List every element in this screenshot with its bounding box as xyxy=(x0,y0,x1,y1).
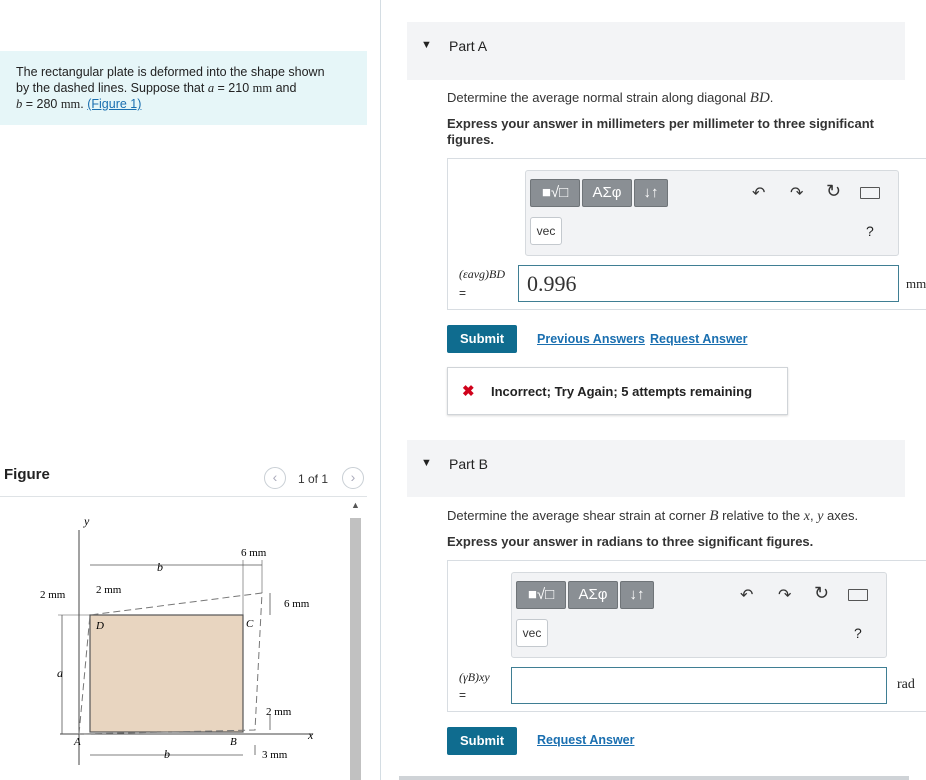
part-b-unit: rad xyxy=(897,677,915,692)
label-6mm-top: 6 mm xyxy=(241,547,267,559)
question-var: BD xyxy=(749,90,770,106)
b-value: = 280 xyxy=(22,97,61,111)
question-end: . xyxy=(769,90,774,105)
keyboard-icon[interactable] xyxy=(848,589,868,601)
undo-icon[interactable]: ↶ xyxy=(752,185,766,202)
figure-scrollbar[interactable] xyxy=(350,518,361,780)
a-value: = 210 xyxy=(214,81,253,95)
sort-button[interactable] xyxy=(620,581,654,609)
greek-button[interactable] xyxy=(582,179,632,207)
var-a: a xyxy=(207,81,215,95)
period: . xyxy=(80,97,88,111)
panel-divider xyxy=(380,0,381,780)
label-D: D xyxy=(96,620,104,632)
part-a-toolbar xyxy=(525,170,899,256)
and-text: and xyxy=(272,81,297,95)
sort-button[interactable] xyxy=(634,179,668,207)
label-2mm-inner: 2 mm xyxy=(96,584,122,596)
incorrect-icon: ✖ xyxy=(462,383,475,400)
sort-icon: ↓↑ xyxy=(629,586,645,603)
answer-label-text: (γB)xy xyxy=(459,670,490,684)
templates-icon: ■√□ xyxy=(541,184,569,201)
question-var-y: y xyxy=(817,509,824,524)
answer-value: 0.996 xyxy=(527,271,577,296)
b-unit: mm xyxy=(60,97,81,111)
question-var-x: x xyxy=(803,509,810,524)
templates-button[interactable] xyxy=(516,581,566,609)
horizontal-scrollbar[interactable] xyxy=(399,776,909,780)
redo-icon[interactable]: ↷ xyxy=(790,185,804,202)
part-b-label: Part B xyxy=(449,456,488,472)
problem-statement xyxy=(0,51,367,125)
part-a-request-answer-link[interactable]: Request Answer xyxy=(650,332,748,346)
label-b-top: b xyxy=(157,560,163,574)
caret-down-icon: ▼ xyxy=(421,39,432,51)
equals-sign: = xyxy=(459,688,467,702)
previous-answers-link[interactable]: Previous Answers xyxy=(537,332,645,346)
label-x: x xyxy=(308,728,314,742)
part-b-answer-input[interactable] xyxy=(511,667,887,704)
vec-button[interactable]: vec xyxy=(530,217,562,245)
part-a-label: Part A xyxy=(449,38,488,54)
redo-icon[interactable]: ↷ xyxy=(778,587,792,604)
question-end: axes. xyxy=(823,508,859,523)
plate-rect xyxy=(90,615,243,732)
templates-icon: ■√□ xyxy=(527,586,555,603)
caret-down-icon: ▼ xyxy=(421,457,432,469)
question-var-B: B xyxy=(709,508,719,524)
vec-button[interactable]: vec xyxy=(516,619,548,647)
sort-icon: ↓↑ xyxy=(643,184,659,201)
next-figure-button[interactable] xyxy=(342,467,364,489)
problem-text-2: by the dashed lines. Suppose that xyxy=(16,81,208,95)
problem-text: The rectangular plate is deformed into the shape shown xyxy=(16,65,325,79)
chevron-right-icon: › xyxy=(350,469,356,485)
label-a: a xyxy=(57,666,63,680)
scroll-up-icon[interactable]: ▲ xyxy=(351,500,360,510)
reset-icon[interactable]: ↻ xyxy=(826,181,842,201)
templates-button[interactable] xyxy=(530,179,580,207)
greek-label: ΑΣφ xyxy=(592,184,622,201)
part-a-unit: mm xyxy=(906,276,926,291)
label-y: y xyxy=(84,514,90,528)
label-C: C xyxy=(246,618,254,630)
part-a-answer-label xyxy=(459,267,505,282)
a-unit: mm xyxy=(252,81,273,95)
label-A: A xyxy=(74,736,81,748)
part-b-header[interactable] xyxy=(407,440,905,497)
part-b-request-answer-link[interactable]: Request Answer xyxy=(537,733,635,747)
var-b: b xyxy=(16,97,23,111)
greek-label: ΑΣφ xyxy=(578,586,608,603)
label-2mm-bottom: 2 mm xyxy=(266,706,292,718)
part-b-question xyxy=(447,508,858,525)
help-icon[interactable]: ? xyxy=(854,625,862,641)
part-a-question xyxy=(447,90,773,107)
label-b-bottom: b xyxy=(164,747,170,761)
part-a-instruction: Express your answer in millimeters per millimeter to three significant figures. xyxy=(447,116,874,147)
feedback-box xyxy=(447,367,788,415)
part-a-answer-input[interactable] xyxy=(518,265,899,302)
part-b-toolbar xyxy=(511,572,887,658)
figure-divider xyxy=(0,496,367,497)
label-3mm: 3 mm xyxy=(262,749,288,761)
part-a-submit-button[interactable]: Submit xyxy=(447,325,517,353)
figure-title: Figure xyxy=(4,466,50,483)
part-b-submit-button[interactable]: Submit xyxy=(447,727,517,755)
help-icon[interactable]: ? xyxy=(866,223,874,239)
chevron-left-icon: ‹ xyxy=(272,469,278,485)
part-b-instruction: Express your answer in radians to three significant figures. xyxy=(447,534,814,549)
question-text: Determine the average normal strain along diagonal xyxy=(447,90,750,105)
question-comma: , xyxy=(809,508,818,523)
part-b-answer-label xyxy=(459,670,490,685)
feedback-text: Incorrect; Try Again; 5 attempts remaining xyxy=(491,384,753,399)
undo-icon[interactable]: ↶ xyxy=(740,587,754,604)
equals-sign: = xyxy=(459,286,467,300)
part-a-header[interactable] xyxy=(407,22,905,80)
keyboard-icon[interactable] xyxy=(860,187,880,199)
label-B: B xyxy=(230,736,237,748)
label-6mm-right: 6 mm xyxy=(284,598,310,610)
greek-button[interactable] xyxy=(568,581,618,609)
prev-figure-button[interactable] xyxy=(264,467,286,489)
label-2mm-left: 2 mm xyxy=(40,589,66,601)
question-text: Determine the average shear strain at corner xyxy=(447,508,710,523)
reset-icon[interactable]: ↻ xyxy=(814,583,830,603)
answer-label-text: (εavg)BD xyxy=(459,267,506,281)
question-mid: relative to the xyxy=(718,508,804,523)
plate-figure xyxy=(0,505,345,780)
figure-pager: 1 of 1 xyxy=(298,472,329,486)
figure-link[interactable]: (Figure 1) xyxy=(87,97,142,111)
